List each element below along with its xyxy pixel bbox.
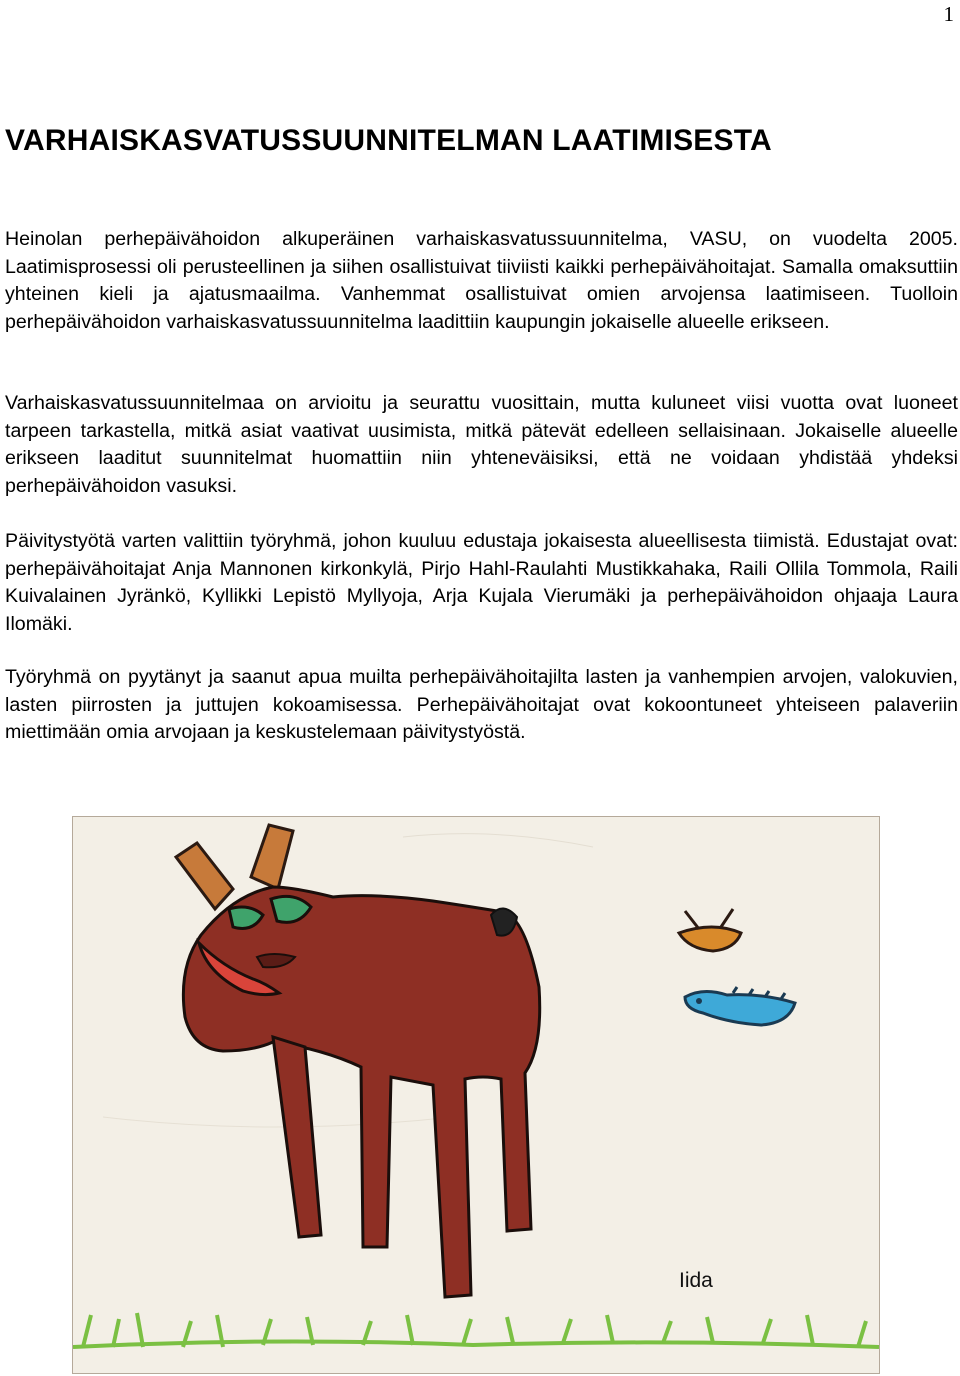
paragraph: Päivitystyötä varten valittiin työryhmä, johon kuuluu edustaja jokaisesta alueellisesta tiimistä. Edustajat ovat: perhepäivähoitajat Anja Mannonen kirkonkylä, Pirjo Hahl-Raulahti Mustikkahaka, Raili Ollila Tommola, Raili Kuivalainen Jyränkö, Kyllikki Lepistö Myllyoja, Arja Kujala Vierumäki ja perhepäivähoidon ohjaaja Laura Ilomäki. [5,530,958,635]
page-title: VARHAISKASVATUSSUUNNITELMAN LAATIMISESTA [5,124,772,157]
paragraph: Varhaiskasvatussuunnitelmaa on arvioitu ja seurattu vuosittain, mutta kuluneet viisi vuotta ovat luoneet tarpeen tarkastella, mitkä asiat vaativat uusimista, mitkä pätevät edelleen sellaisinaan. Jokaiselle alueelle erikseen laaditut suunnitelmat huomattiin niin yhteneväisiksi, että ne voidaan yhdistää yhdeksi perhepäivähoidon vasuksi. [5,392,958,497]
paragraph: Työryhmä on pyytänyt ja saanut apua muilta perhepäivähoitajilta lasten ja vanhempien arvojen, valokuvien, lasten piirrosten ja juttujen kokoamisessa. Perhepäivähoitajat ovat kokoontuneet yhteiseen palaveriin miettimään omia arvojaan ja keskustelemaan päivitystyöstä. [5,666,958,743]
page-number: 1 [943,2,954,26]
child-drawing [72,816,880,1374]
drawing-signature: Iida [679,1269,713,1292]
moose-drawing-illustration [73,817,879,1373]
paragraph: Heinolan perhepäivähoidon alkuperäinen varhaiskasvatussuunnitelma, VASU, on vuodelta 2005. Laatimisprosessi oli perusteellinen ja siihen osallistuivat tiiviisti kaikki perhepäivähoitajat. Samalla omaksuttiin yhteinen kieli ja ajatusmaailma. Vanhemmat osallistuivat omien arvojensa laatimiseen. Tuolloin perhepäivähoidon varhaiskasvatussuunnitelma laadittiin kaupungin jokaiselle alueelle erikseen. [5,228,958,333]
